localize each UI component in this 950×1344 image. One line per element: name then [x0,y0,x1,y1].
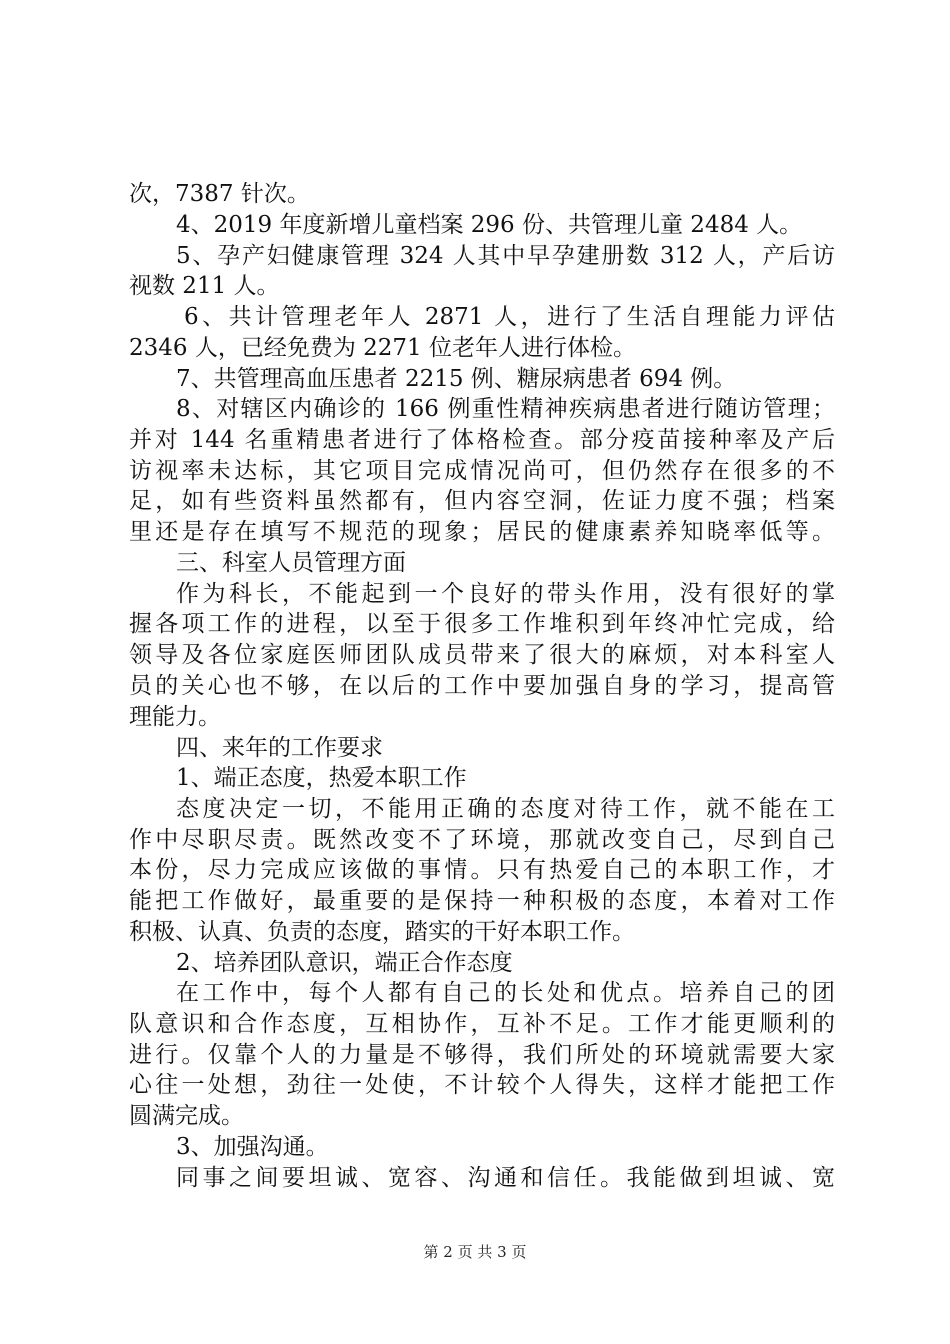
text-line: 同事之间要坦诚、宽容、沟通和信任。我能做到坦诚、宽 [176,1165,835,1191]
subsection-heading: 1、端正态度，热爱本职工作 [176,765,467,791]
text-line: 8、对辖区内确诊的 166 例重性精神疾病患者进行随访管理； [176,396,835,422]
text-line: 5、孕产妇健康管理 324 人其中早孕建册数 312 人，产后访 [176,243,835,269]
text-line: 里还是存在填写不规范的现象；居民的健康素养知晓率低等。 [129,519,835,545]
text-line: 并对 144 名重精患者进行了体格检查。部分疫苗接种率及产后 [129,427,835,453]
text-line: 视数 211 人。 [129,273,280,299]
text-line: 7、共管理高血压患者 2215 例、糖尿病患者 694 例。 [176,366,737,392]
text-line: 积极、认真、负责的态度，踏实的干好本职工作。 [129,919,635,945]
text-line: 作中尽职尽责。既然改变不了环境，那就改变自己，尽到自己 [129,827,835,853]
text-line: 足，如有些资料虽然都有，但内容空洞，佐证力度不强；档案 [129,488,835,514]
text-line: 能把工作做好，最重要的是保持一种积极的态度，本着对工作 [129,888,835,914]
text-line: 领导及各位家庭医师团队成员带来了很大的麻烦，对本科室人 [129,642,835,668]
text-line: 4、2019 年度新增儿童档案 296 份、共管理儿童 2484 人。 [176,212,803,238]
text-line: 2346 人，已经免费为 2271 位老年人进行体检。 [129,335,636,361]
page-footer: 第 2 页 共 3 页 [423,1243,527,1261]
text-line: 作为科长，不能起到一个良好的带头作用，没有很好的掌 [176,581,835,607]
text-line: 访视率未达标，其它项目完成情况尚可，但仍然存在很多的不 [129,458,835,484]
text-line: 态度决定一切，不能用正确的态度对待工作，就不能在工 [176,796,835,822]
text-line: 在工作中，每个人都有自己的长处和优点。培养自己的团 [176,980,835,1006]
section-heading: 四、来年的工作要求 [176,735,383,761]
text-line: 心往一处想，劲往一处使，不计较个人得失，这样才能把工作 [129,1072,835,1098]
text-line: 进行。仅靠个人的力量是不够得，我们所处的环境就需要大家 [129,1042,835,1068]
text-line: 理能力。 [129,704,221,730]
subsection-heading: 2、培养团队意识，端正合作态度 [176,950,513,976]
text-line: 本份，尽力完成应该做的事情。只有热爱自己的本职工作，才 [129,857,835,883]
text-line: 圆满完成。 [129,1103,244,1129]
text-line: 握各项工作的进程，以至于很多工作堆积到年终冲忙完成，给 [129,611,835,637]
text-line: 次，7387 针次。 [129,181,310,207]
text-line: 6、共计管理老年人 2871 人，进行了生活自理能力评估 [184,304,835,330]
text-line: 员的关心也不够，在以后的工作中要加强自身的学习，提高管 [129,673,835,699]
section-heading: 三、科室人员管理方面 [176,550,406,576]
subsection-heading: 3、加强沟通。 [176,1134,329,1160]
text-line: 队意识和合作态度，互相协作，互补不足。工作才能更顺利的 [129,1011,835,1037]
